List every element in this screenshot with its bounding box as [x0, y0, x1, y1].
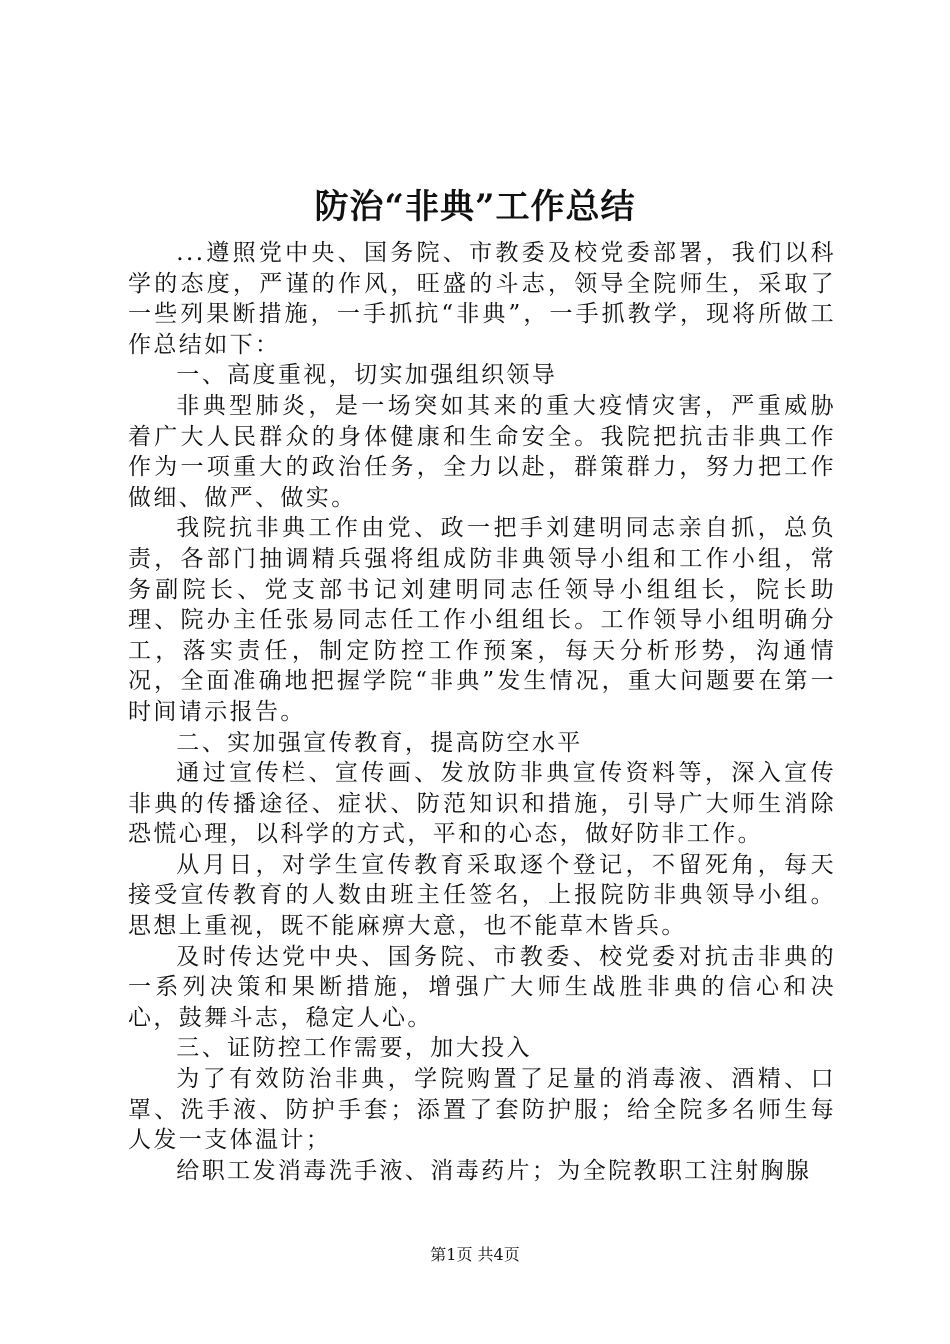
- intro-paragraph: ...遵照党中央、国务院、市教委及校党委部署，我们以科学的态度，严谨的作风，旺盛的斗志，领导全院师生，采取了一些列果断措施，一手抓抗“非典”，一手抓教学，现将所做工作总结如下：: [128, 240, 836, 358]
- section-heading-2: 二、实加强宣传教育，提高防空水平: [176, 729, 583, 756]
- body-paragraph: 为了有效防治非典，学院购置了足量的消毒液、酒精、口罩、洗手液、防护手套；添置了套防护服；给全院多名师生每人发一支体温计；: [128, 1066, 836, 1154]
- document-body: [128, 238, 836, 1186]
- body-paragraph: 给职工发消毒洗手液、消毒药片；为全院教职工注射胸腺: [176, 1157, 812, 1184]
- body-paragraph: 我院抗非典工作由党、政一把手刘建明同志亲自抓，总负责，各部门抽调精兵强将组成防非典领导小组和工作小组，常务副院长、党支部书记刘建明同志任领导小组组长，院长助理、院办主任张易同志任工作小组组长。工作领导小组明确分工，落实责任，制定防控工作预案，每天分析形势，沟通情况，全面准确地把握学院“非典”发生情况，重大问题要在第一时间请示报告。: [128, 515, 836, 725]
- section-heading-1: 一、高度重视，切实加强组织领导: [176, 362, 558, 389]
- body-paragraph: 及时传达党中央、国务院、市教委、校党委对抗击非典的一系列决策和果断措施，增强广大师生战胜非典的信心和决心，鼓舞斗志，稳定人心。: [128, 943, 836, 1031]
- body-paragraph: 通过宣传栏、宣传画、发放防非典宣传资料等，深入宣传非典的传播途径、症状、防范知识和措施，引导广大师生消除恐慌心理，以科学的方式，平和的心态，做好防非工作。: [128, 760, 836, 848]
- section-heading-3: 三、证防控工作需要，加大投入: [176, 1035, 532, 1062]
- page-number-footer: 第1页 共4页: [430, 1245, 520, 1264]
- body-paragraph: 从月日，对学生宣传教育采取逐个登记，不留死角，每天接受宣传教育的人数由班主任签名，上报院防非典领导小组。思想上重视，既不能麻痹大意，也不能草木皆兵。: [128, 851, 836, 940]
- document-title: 防治“非典”工作总结: [314, 187, 636, 227]
- body-paragraph: 非典型肺炎，是一场突如其来的重大疫情灾害，严重威胁着广大人民群众的身体健康和生命安全。我院把抗击非典工作作为一项重大的政治任务，全力以赴，群策群力，努力把工作做细、做严、做实。: [128, 392, 836, 511]
